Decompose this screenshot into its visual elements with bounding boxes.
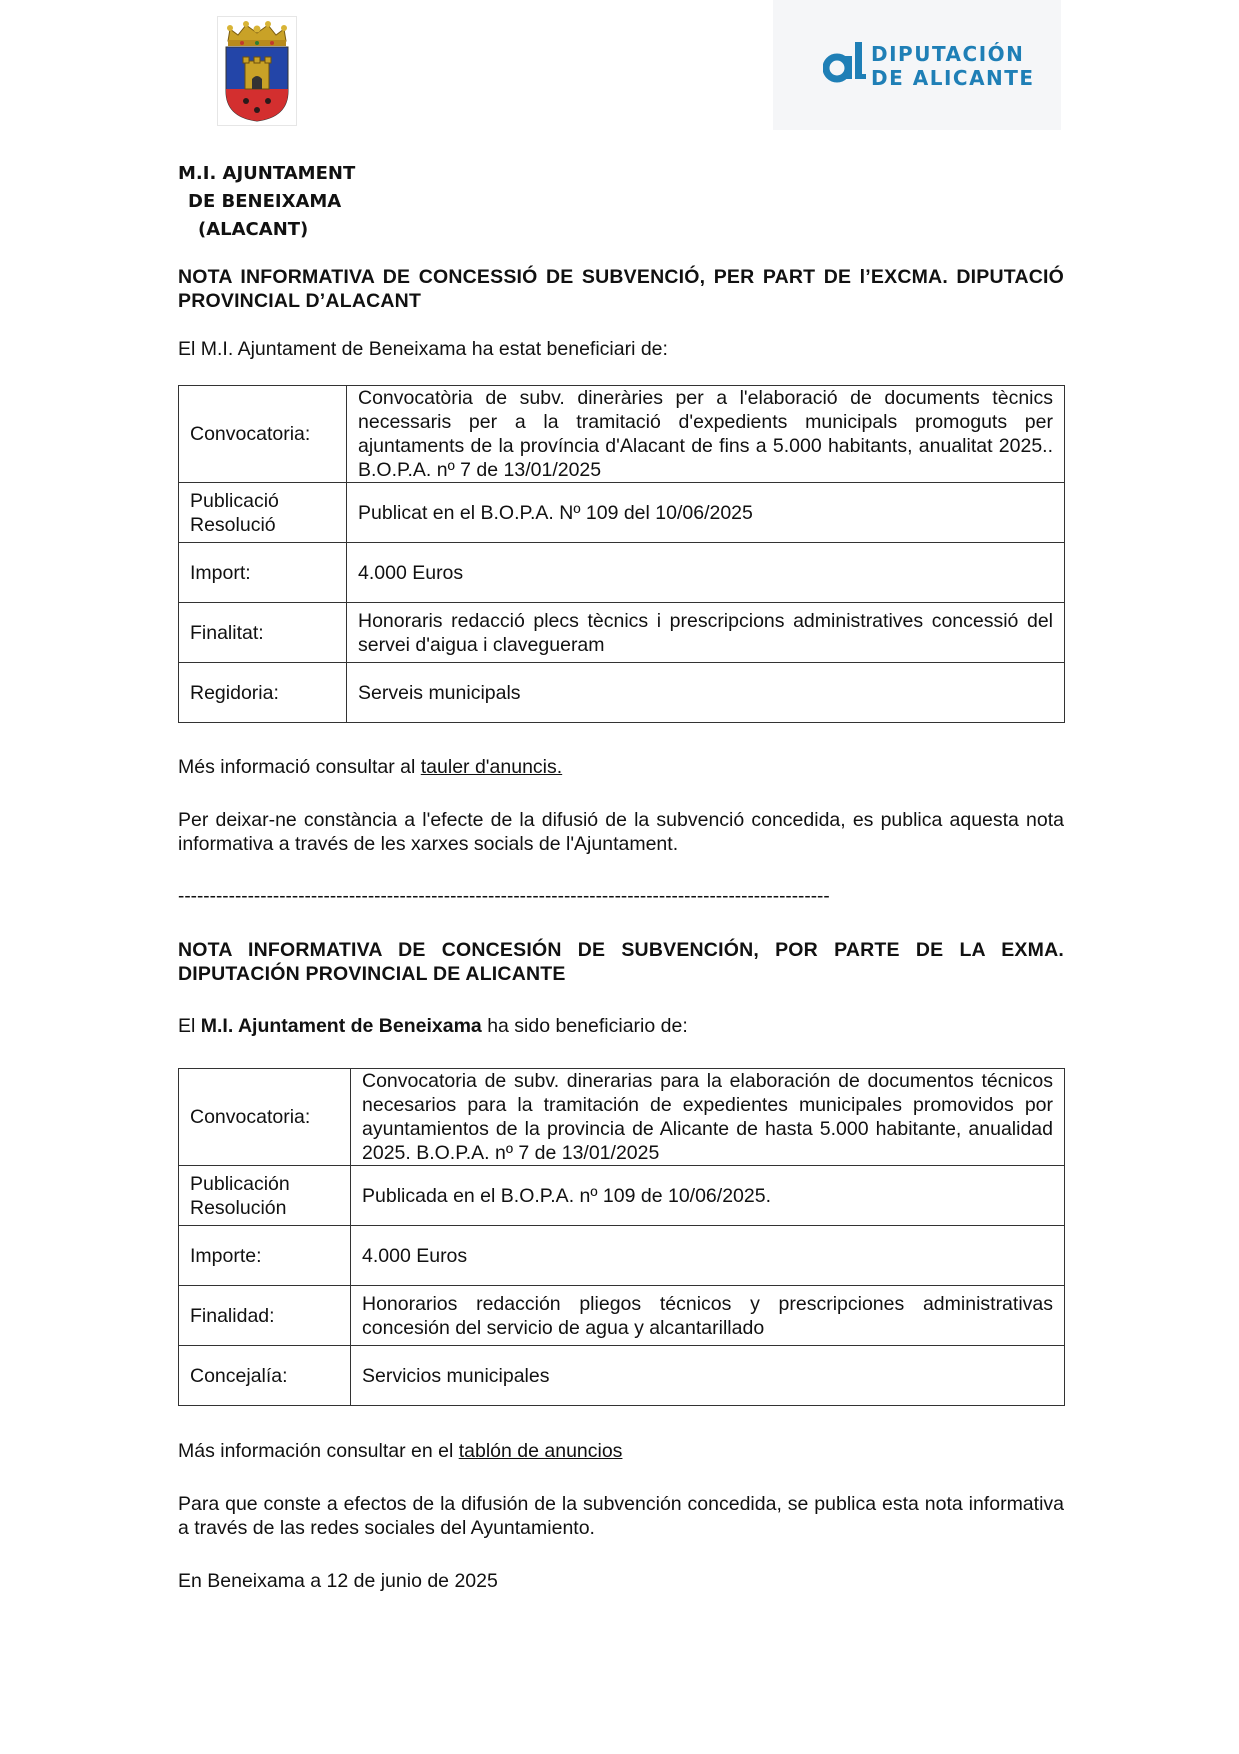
valencian-closing: Per deixar-ne constància a l'efecte de la difusió de la subvenció concedida, es publica aquesta nota informativa a través de les xarxes socials de l'Ajuntament.: [178, 809, 1064, 855]
row-value: Publicat en el B.O.P.A. Nº 109 del 10/06/2025: [347, 483, 1065, 543]
row-value: 4.000 Euros: [351, 1226, 1065, 1286]
org-line2: DE BENEIXAMA: [188, 191, 342, 212]
valencian-info-table: [178, 385, 1065, 723]
tablon-anuncios-link[interactable]: tablón de anuncios: [458, 1440, 623, 1462]
row-label-line2: Resolució: [190, 513, 276, 536]
section-divider: -------------------------------------------------------------------------------------------------------: [178, 886, 830, 907]
table-row: [179, 1166, 1065, 1226]
spanish-title: NOTA INFORMATIVA DE CONCESIÓN DE SUBVENCIÓN, POR PARTE DE LA EXMA. DIPUTACIÓN PROVINCIAL DE ALICANTE: [178, 939, 1064, 985]
row-label-line1: Publicación: [190, 1172, 290, 1195]
row-value: Honoraris redacció plecs tècnics i prescripcions administratives concessió del servei d'aigua i clavegueram: [347, 603, 1065, 663]
logo-text-line1: DIPUTACIÓN: [871, 42, 1025, 66]
spanish-intro: [178, 1014, 1064, 1038]
intro-prefix: El: [178, 1015, 201, 1037]
row-label: Regidoria:: [179, 663, 347, 723]
row-label: [179, 483, 347, 543]
valencian-intro: El M.I. Ajuntament de Beneixama ha estat beneficiari de:: [178, 338, 668, 360]
row-value: Servicios municipales: [351, 1346, 1065, 1406]
table-row: [179, 483, 1065, 543]
intro-suffix: ha sido beneficiario de:: [481, 1015, 688, 1037]
table-row: [179, 603, 1065, 663]
row-label: Import:: [179, 543, 347, 603]
row-value: Honorarios redacción pliegos técnicos y prescripciones administrativas concesión del servicio de agua y alcantarillado: [351, 1286, 1065, 1346]
row-value: Convocatoria de subv. dinerarias para la elaboración de documentos técnicos necesarios para la tramitación de expedientes municipales promovidos por ayuntamientos de la provincia de Alicante de hasta 5.000 habitante, anualidad 2025. B.O.P.A. nº 7 de 13/01/2025: [351, 1069, 1065, 1166]
row-label: Concejalía:: [179, 1346, 351, 1406]
valencian-more-info: [178, 755, 1064, 779]
row-label-line2: Resolución: [190, 1196, 287, 1219]
row-label: Convocatoria:: [179, 386, 347, 483]
spanish-more-info: [178, 1439, 1064, 1463]
row-label: Convocatoria:: [179, 1069, 351, 1166]
org-line3: (ALACANT): [198, 219, 309, 240]
table-row: [179, 1226, 1065, 1286]
organization-name: [178, 160, 355, 244]
table-row: [179, 1286, 1065, 1346]
table-row: [179, 1346, 1065, 1406]
row-label: Finalidad:: [179, 1286, 351, 1346]
tauler-anuncis-link[interactable]: tauler d'anuncis.: [420, 756, 563, 778]
logo-text-line2: DE ALICANTE: [871, 66, 1035, 90]
table-row: [179, 1069, 1065, 1166]
spanish-closing: Para que conste a efectos de la difusión de la subvención concedida, se publica esta nota informativa a través de las redes sociales del Ayuntamiento.: [178, 1493, 1064, 1539]
diputacion-logo: [773, 0, 1061, 130]
row-value: Convocatòria de subv. dineràries per a l'elaboració de documents tècnics necessaris per a la tramitació d'expedients municipals promoguts per ajuntaments de la província d'Alacant de fins a 5.000 habitants, anualitat 2025.. B.O.P.A. nº 7 de 13/01/2025: [347, 386, 1065, 483]
coat-of-arms-logo: [217, 16, 297, 126]
intro-bold: M.I. Ajuntament de Beneixama: [200, 1015, 482, 1037]
more-info-text: Més informació consultar al: [178, 756, 421, 778]
row-value: Serveis municipals: [347, 663, 1065, 723]
table-row: [179, 386, 1065, 483]
row-label-line1: Publicació: [190, 489, 279, 512]
valencian-title: NOTA INFORMATIVA DE CONCESSIÓ DE SUBVENCIÓ, PER PART DE l’EXCMA. DIPUTACIÓ PROVINCIAL D’ALACANT: [178, 266, 1064, 312]
row-label: [179, 1166, 351, 1226]
spanish-info-table: [178, 1068, 1065, 1406]
row-label: Finalitat:: [179, 603, 347, 663]
row-value: 4.000 Euros: [347, 543, 1065, 603]
org-line1: M.I. AJUNTAMENT: [178, 163, 356, 184]
diputacion-logo-mark-icon: [823, 38, 867, 86]
table-row: [179, 663, 1065, 723]
table-row: [179, 543, 1065, 603]
more-info-text: Más información consultar en el: [178, 1440, 459, 1462]
row-label: Importe:: [179, 1226, 351, 1286]
row-value: Publicada en el B.O.P.A. nº 109 de 10/06/2025.: [351, 1166, 1065, 1226]
signature-date: En Beneixama a 12 de junio de 2025: [178, 1570, 498, 1592]
